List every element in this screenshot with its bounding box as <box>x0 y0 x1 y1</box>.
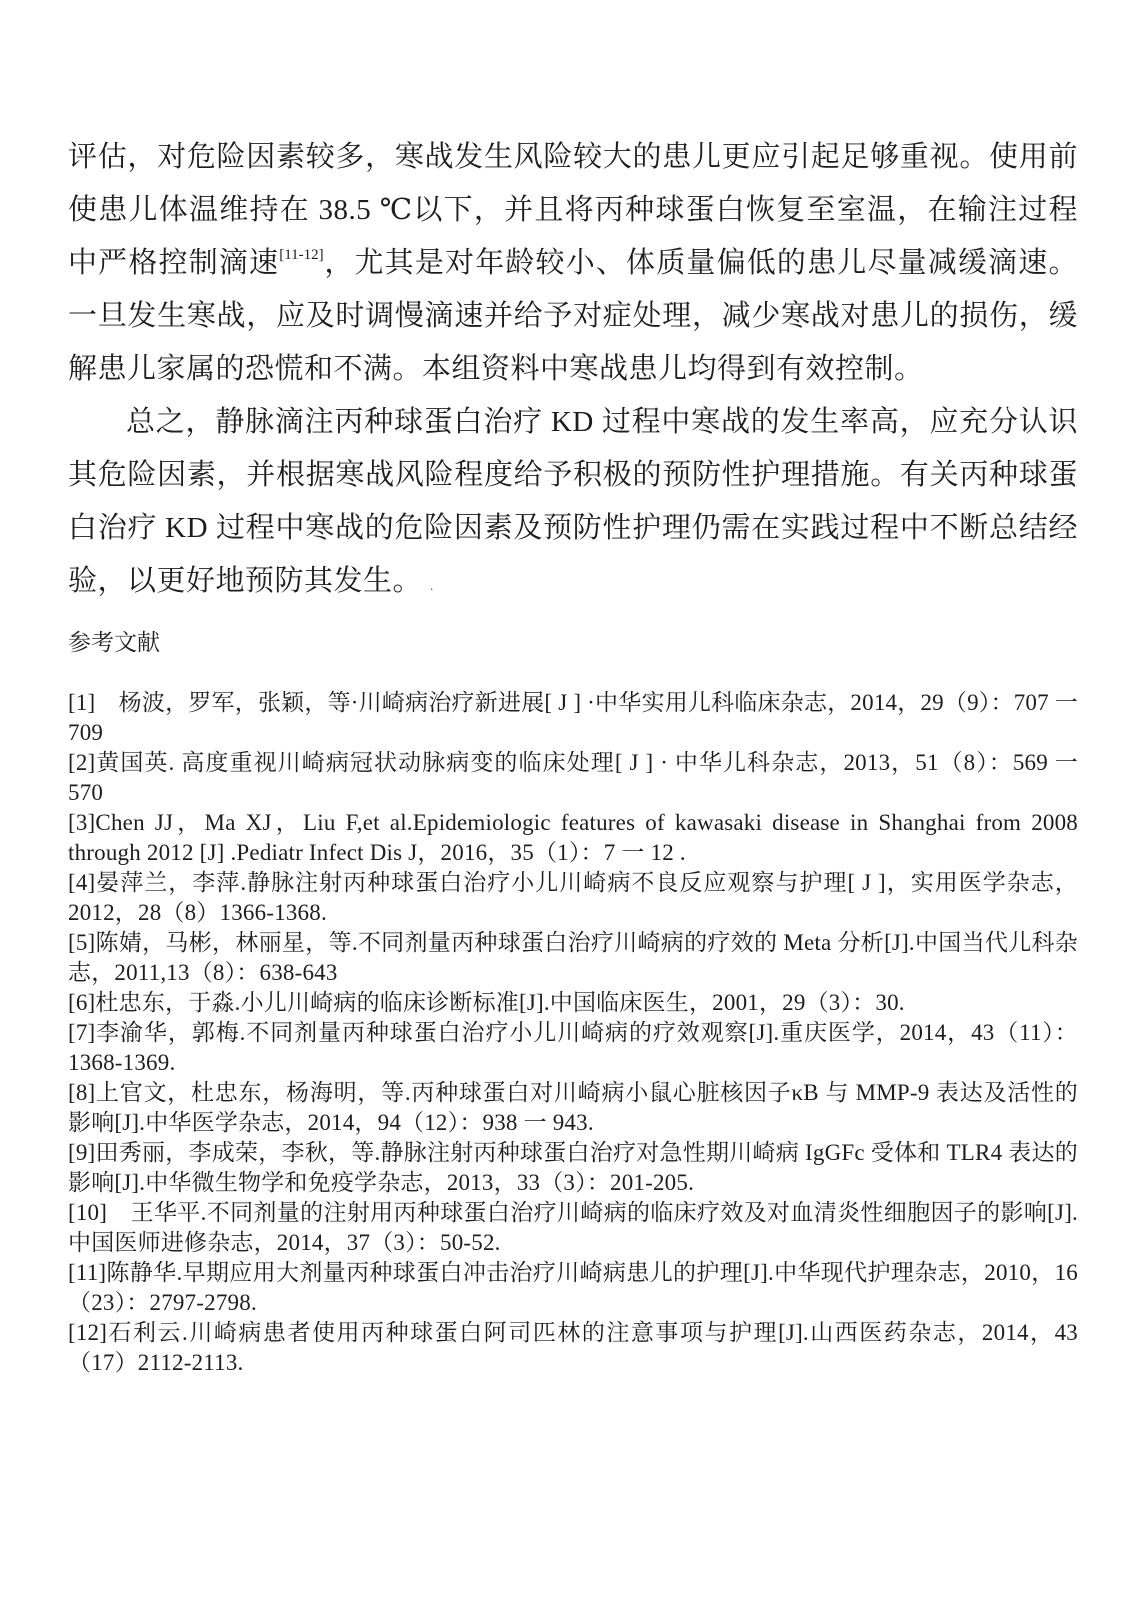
reference-item: [4]晏萍兰，李萍.静脉注射丙种球蛋白治疗小儿川崎病不良反应观察与护理[ J ]，实用医学杂志，2012，28（8）1366-1368. <box>68 870 1078 925</box>
reference-item: [3]Chen JJ，Ma XJ，Liu F,et al.Epidemiologic features of kawasaki disease in Shanghai from 2008 through 2012 [J] .Pediatr Infect Dis J，2016，35（1）：7 一 12 . <box>68 810 1078 865</box>
reference-item: [11]陈静华.早期应用大剂量丙种球蛋白冲击治疗川崎病患儿的护理[J].中华现代护理杂志，2010，16（23）：2797-2798. <box>68 1260 1078 1315</box>
reference-item: [1] 杨波，罗军，张颖，等·川崎病治疗新进展[ J ] ·中华实用儿科临床杂志，2014，29（9）：707 一 709 <box>68 690 1078 745</box>
reference-item: [8]上官文，杜忠东，杨海明，等.丙种球蛋白对川崎病小鼠心脏核因子κB 与 MMP-9 表达及活性的影响[J].中华医学杂志，2014，94（12）：938 一 943. <box>68 1080 1078 1135</box>
reference-item: [5]陈婧，马彬，林丽星，等.不同剂量丙种球蛋白治疗川崎病的疗效的 Meta 分析[J].中国当代儿科杂志，2011,13（8）：638-643 <box>68 930 1078 985</box>
reference-item: [7]李渝华，郭梅.不同剂量丙种球蛋白治疗小儿川崎病的疗效观察[J].重庆医学，2014，43（11）：1368-1369. <box>68 1020 1078 1075</box>
paragraph-1-text-after-citation: ，尤其是对年龄较小、体质量偏低的患儿尽量减缓滴速。一旦发生寒战，应及时调慢滴速并给予对症处理，减少寒战对患儿的损伤，缓解患儿家属的恐慌和不满。本组资料中寒战患儿均得到有效控制。 <box>68 247 1078 385</box>
reference-item: [10] 王华平.不同剂量的注射用丙种球蛋白治疗川崎病的临床疗效及对血清炎性细胞因子的影响[J].中国医师进修杂志，2014，37（3）：50-52. <box>68 1200 1078 1255</box>
citation-superscript-11-12: [11-12] <box>279 247 324 264</box>
body-paragraph-2 <box>68 396 1078 612</box>
stray-period-mark: . <box>430 578 434 593</box>
references-list <box>68 688 1078 1378</box>
paragraph-2-text: 总之，静脉滴注丙种球蛋白治疗 KD 过程中寒战的发生率高，应充分认识其危险因素，并根据寒战风险程度给予积极的预防性护理措施。有关丙种球蛋白治疗 KD 过程中寒战的危险因素及预防性护理仍需在实践过程中不断总结经验，以更好地预防其发生。 <box>68 406 1078 597</box>
reference-item: [2]黄国英. 高度重视川崎病冠状动脉病变的临床处理[ J ] · 中华儿科杂志，2013，51（8）：569 一 570 <box>68 750 1078 805</box>
reference-item: [12]石利云.川崎病患者使用丙种球蛋白阿司匹林的注意事项与护理[J].山西医药杂志，2014，43（17）2112-2113. <box>68 1320 1078 1375</box>
reference-item: [6]杜忠东，于淼.小儿川崎病的临床诊断标准[J].中国临床医生，2001，29（3）：30. <box>68 990 905 1015</box>
references-heading: 参考文献 <box>68 630 160 655</box>
body-paragraph-1 <box>68 131 1078 396</box>
reference-item: [9]田秀丽，李成荣，李秋，等.静脉注射丙种球蛋白治疗对急性期川崎病 IgGFc 受体和 TLR4 表达的影响[J].中华微生物学和免疫学杂志，2013，33（3）：201-205. <box>68 1140 1078 1195</box>
paragraph-1-text-before-citation: 评估，对危险因素较多，寒战发生风险较大的患儿更应引起足够重视。使用前使患儿体温维持在 38.5 ℃以下，并且将丙种球蛋白恢复至室温，在输注过程中严格控制滴速 <box>68 141 1078 279</box>
